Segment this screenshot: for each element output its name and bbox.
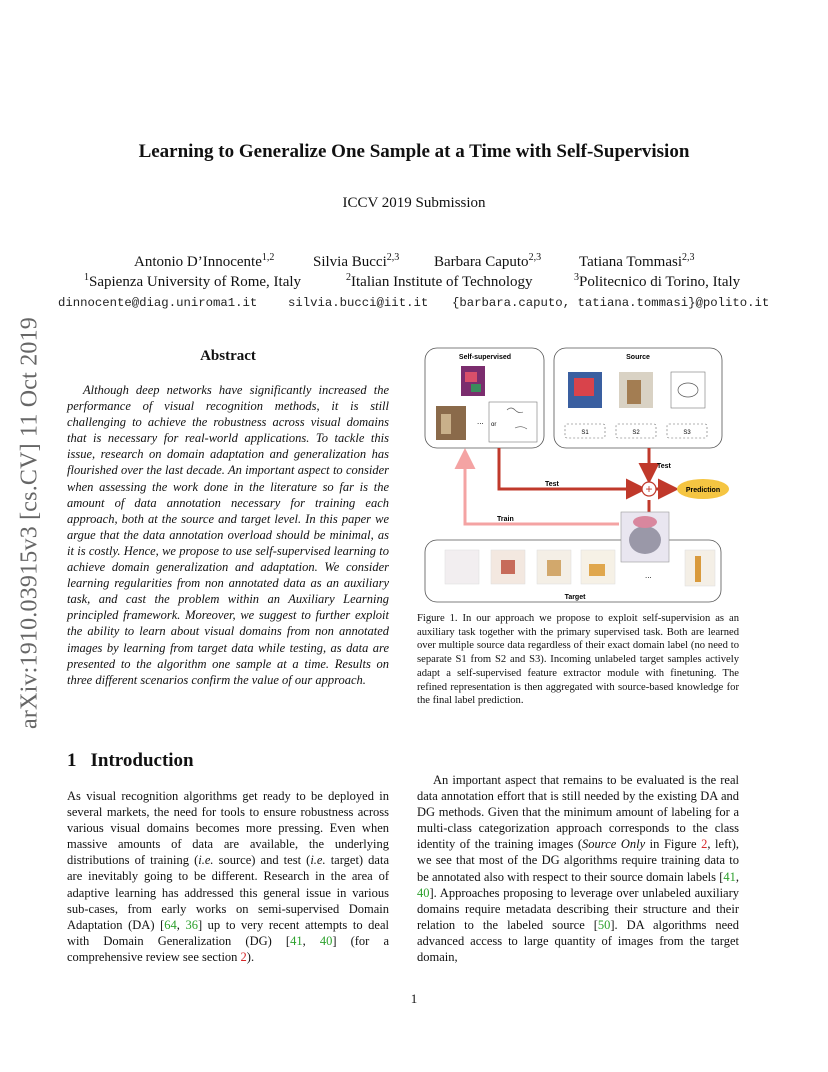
author-3: Barbara Caputo$^{2,3}$ bbox=[434, 252, 542, 270]
paper-title: Learning to Generalize One Sample at a Time with Self-Supervision bbox=[138, 141, 690, 162]
intro-paragraph-1: As visual recognition algorithms get ready to be deployed in several markets, the need for tools to ensure robustness across various visual domains becomes more pressing. Even when massive amounts of data are available, the underlying distributions of training (i.e. source) and test (i.e. target) data are inevitably going to be different. Research in the area of adaptive learning has addressed this general issue in various sub-cases, from early works on semi-supervised Domain Adaptation (DA) [64, 36] up to very recent attempts to deal with Domain Generalization (DG) [41, 40] (for a comprehensive review see section 2). bbox=[67, 789, 390, 964]
email-1: dinnocente@diag.uniroma1.it bbox=[58, 296, 258, 310]
citation-link[interactable]: 41 bbox=[723, 869, 736, 884]
citation-link[interactable]: 40 bbox=[417, 885, 430, 900]
source-domain-s2-label: S2 bbox=[632, 430, 640, 436]
citation-link[interactable]: 36 bbox=[185, 917, 198, 932]
source-domain-s1-label: S1 bbox=[581, 430, 589, 436]
affiliation-2: $^2$Italian Institute of Technology bbox=[346, 272, 533, 290]
author-2: Silvia Bucci$^{2,3}$ bbox=[313, 252, 400, 270]
citation-link[interactable]: 50 bbox=[597, 917, 611, 932]
abstract-heading: Abstract bbox=[200, 348, 256, 364]
source-domain-s3-label: S3 bbox=[683, 430, 691, 436]
ss-ellipsis: ... bbox=[477, 417, 484, 426]
author-1: Antonio D’Innocente$^{1,2}$ bbox=[134, 252, 275, 270]
citation-link[interactable]: 41 bbox=[290, 933, 303, 948]
test-label-top: Test bbox=[657, 463, 671, 470]
section-link[interactable]: 2 bbox=[240, 949, 247, 964]
citation-link[interactable]: 40 bbox=[319, 933, 333, 948]
figure-caption: Figure 1. In our approach we propose to exploit self-supervision as an auxiliary task together with the primary supervised task. Both are learned over multiple source data regardless of their exact domain label (no need to separate S1 from S2 and S3). Incoming unlabeled target samples actively adapt a self-supervised feature extractor module with finetuning. The refined representation is then aggregated with source-based knowledge for the final label prediction. bbox=[417, 613, 739, 707]
page-number: 1 bbox=[410, 991, 418, 1006]
target-ellipsis: ... bbox=[645, 571, 652, 580]
train-label: Train bbox=[497, 516, 514, 523]
affiliation-1: $^1$Sapienza University of Rome, Italy bbox=[84, 272, 302, 290]
arxiv-identifier: arXiv:1910.03915v3 [cs.CV] 11 Oct 2019 bbox=[16, 317, 43, 729]
figure-1 bbox=[419, 344, 739, 606]
test-arrow-left bbox=[499, 448, 641, 489]
test-label-mid: Test bbox=[545, 481, 559, 488]
aggregation-plus-sign: + bbox=[645, 482, 653, 496]
prediction-label: Prediction bbox=[685, 487, 721, 494]
abstract-text: Although deep networks have significantly increased the performance of visual recognition methods, it is still challenging to achieve the robustness across visual domains that is necessary for real-world applications. To tackle this issue, research on domain adaptation and generalization has flourished over the last decade. An important aspect to consider when assessing the work done in the literature so far is the amount of data annotation necessary for training each approach, both at the source and target level. In this paper we argue that the data annotation overload should be minimal, as it is costly. Hence, we propose to use self-supervised learning to achieve domain generalization and adaptation. We consider learning regularities from non annotated data as an auxiliary task, and cast the problem within an Auxiliary Learning principled framework. Moreover, we suggest to further exploit the ability to learn about visual domains from non annotated images by learning from target data while testing, as data are presented to the algorithm one sample at a time. Results on three different scenarios confirm the value of our approach. bbox=[67, 383, 389, 687]
affiliation-3: $^3$Politecnico di Torino, Italy bbox=[574, 272, 741, 290]
target-label: Target bbox=[564, 594, 586, 601]
section-heading: 1 Introduction bbox=[67, 750, 194, 771]
paper-subtitle: ICCV 2019 Submission bbox=[342, 195, 486, 211]
author-4: Tatiana Tommasi$^{2,3}$ bbox=[579, 252, 695, 270]
target-image-1 bbox=[445, 550, 479, 584]
email-2: silvia.bucci@iit.it bbox=[288, 296, 429, 310]
ss-or-text: or bbox=[491, 422, 497, 428]
intro-paragraph-2: An important aspect that remains to be evaluated is the real data annotation effort that is still needed by the existing DA and DG methods. Given that the minimum amount of labeling for a multi-class categorization approach corresponds to the class identity of the training images (Source Only in Figure 2, left), we see that most of the DG algorithms require training data to be annotated also with respect to their source domain labels [41, 40]. Approaches proposing to leverage over unlabeled auxiliary domains require metadata describing their structure and their relation to the labeled source [50]. DA algorithms need advanced access to large quantity of images from the target domain, bbox=[417, 773, 740, 965]
citation-link[interactable]: 64 bbox=[164, 917, 177, 932]
email-3: {barbara.caputo, tatiana.tommasi}@polito.it bbox=[452, 296, 770, 310]
figure-link[interactable]: 2 bbox=[701, 837, 708, 852]
arxiv-sidebar bbox=[10, 288, 50, 758]
source-image-sketch bbox=[671, 372, 705, 408]
self-supervised-label: Self-supervised bbox=[458, 354, 512, 361]
source-label: Source bbox=[626, 354, 650, 361]
